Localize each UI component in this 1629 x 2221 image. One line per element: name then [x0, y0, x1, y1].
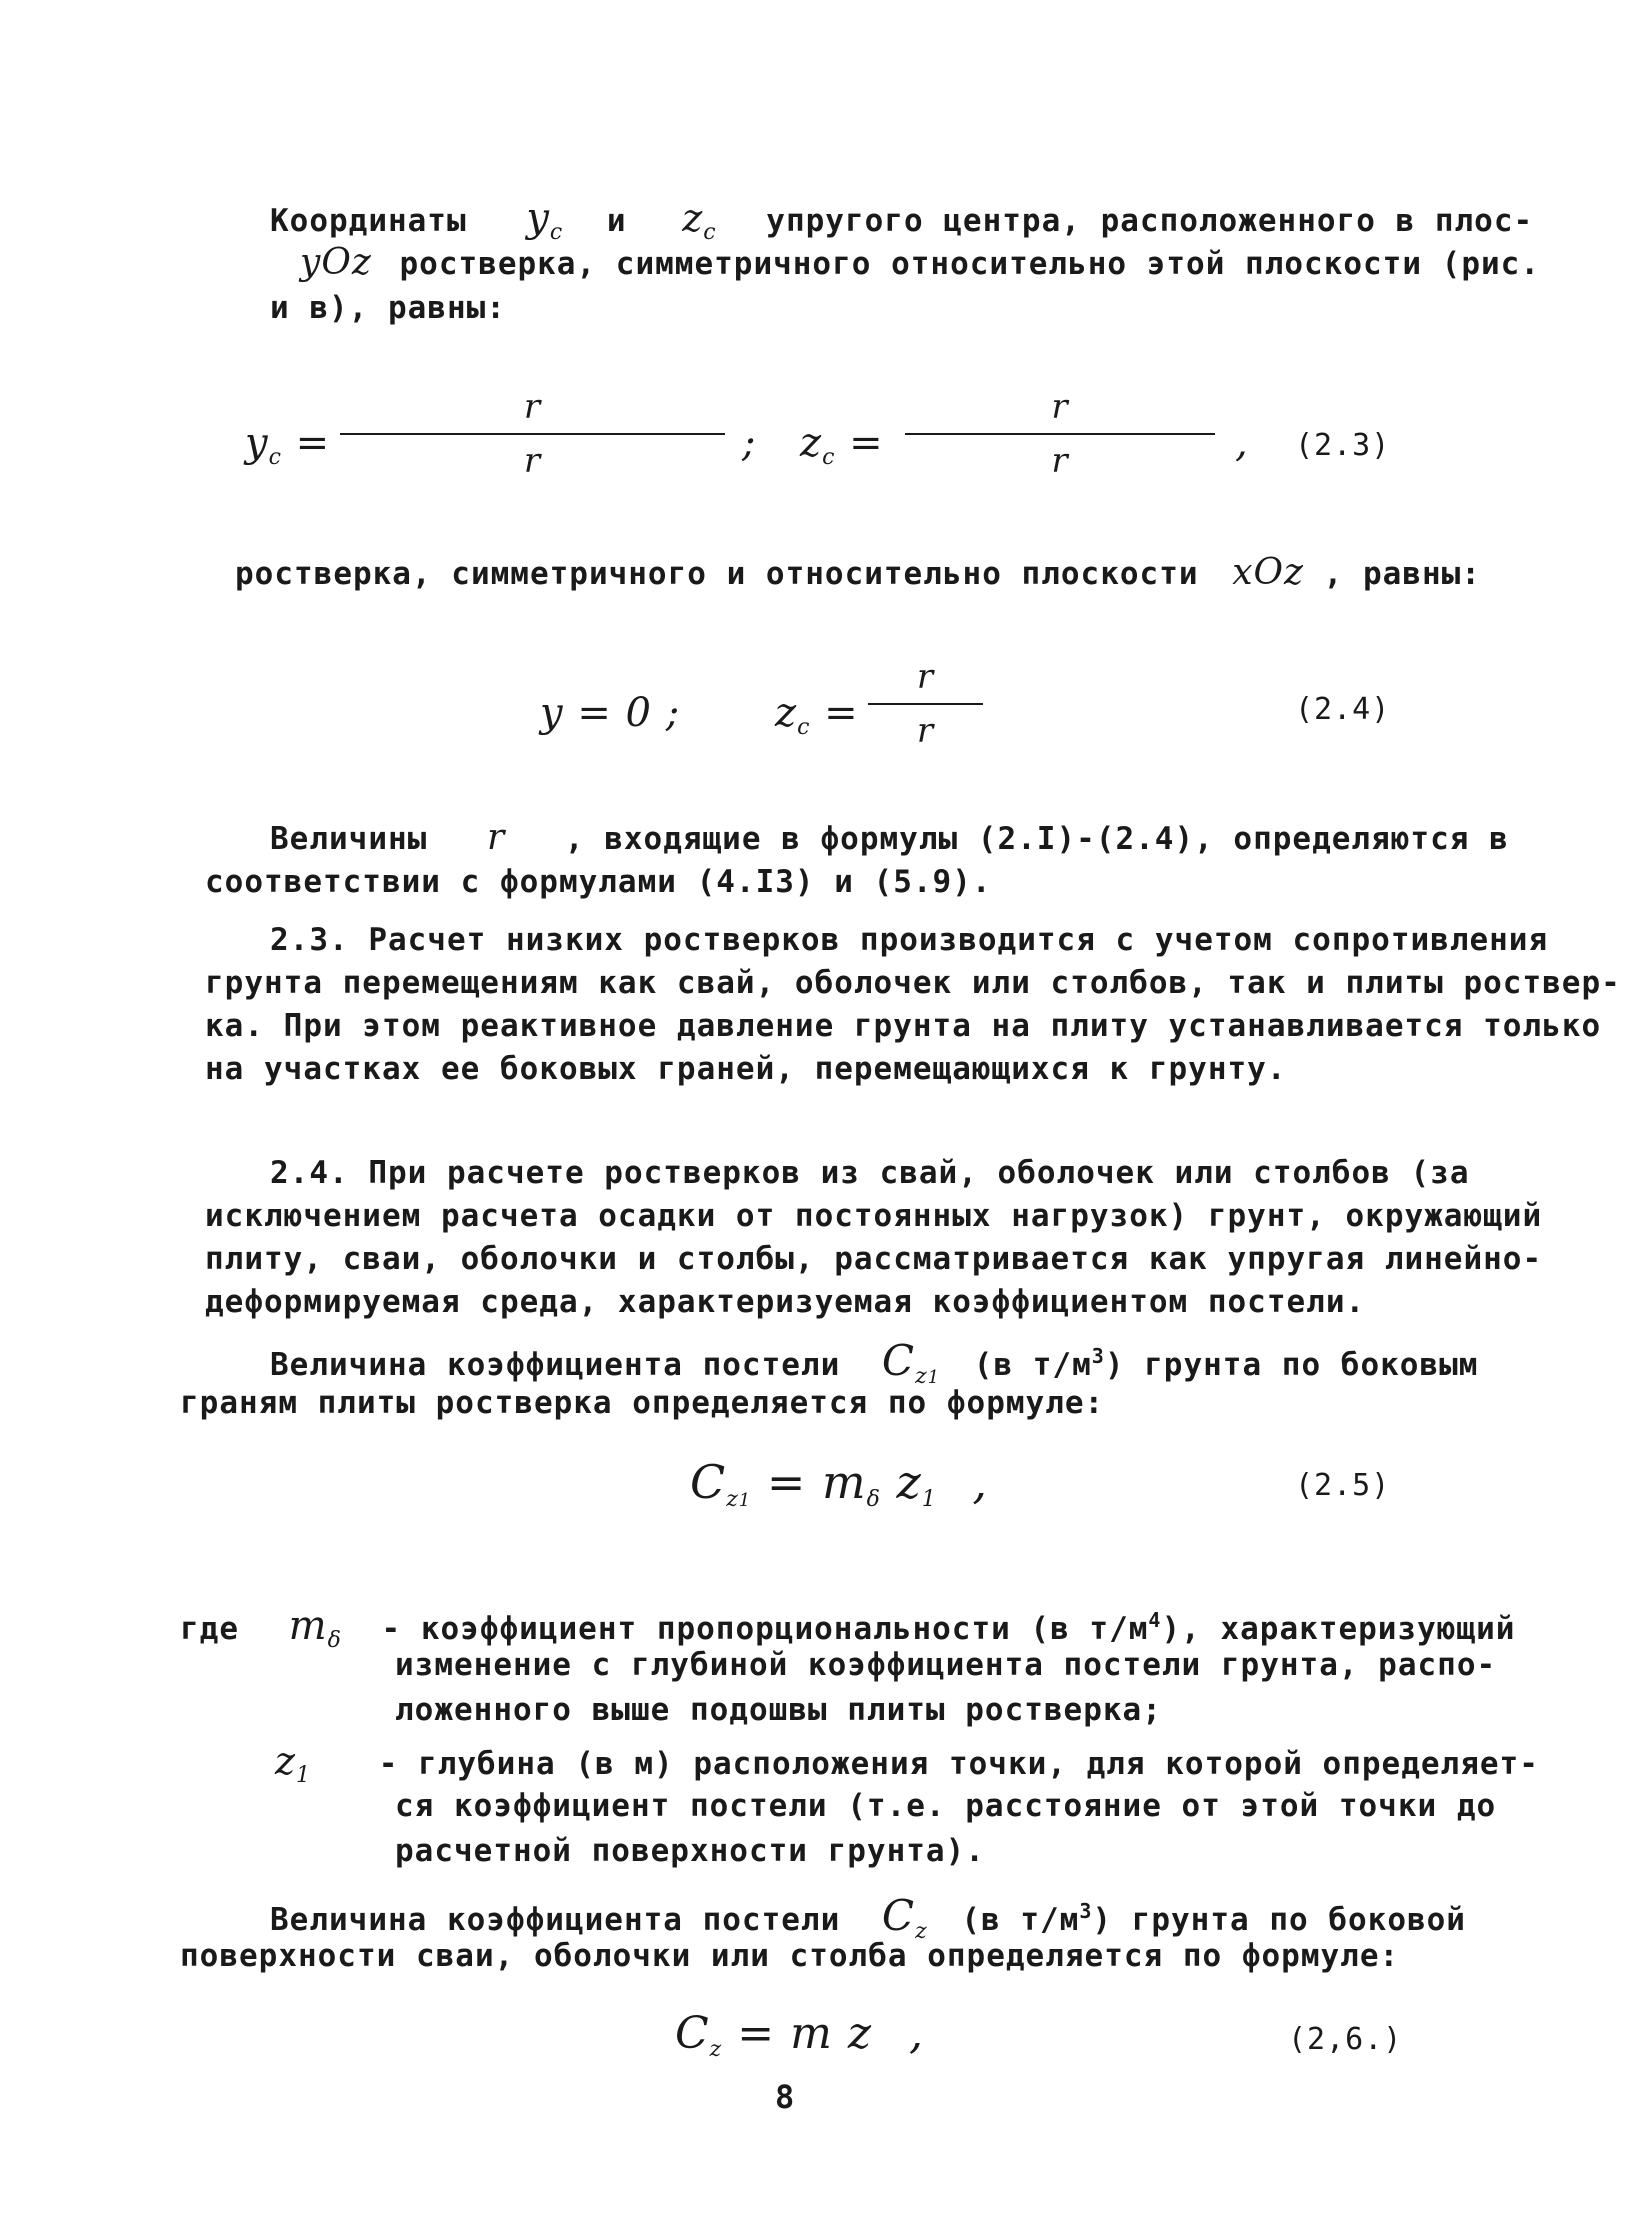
- text-line: изменение с глубиной коэффициента постели грунта, распо-: [395, 1647, 1497, 1683]
- equation-number: (2.4): [1295, 692, 1391, 727]
- equation-number: (2,6.): [1288, 2022, 1403, 2057]
- text-line: ка. При этом реактивное давление грунта на плиту устанавливается только: [205, 1008, 1602, 1044]
- text-line: Координаты $y_c$ и $z_c$ упругого центра, расположенного в плос-: [270, 195, 1534, 245]
- text-line: исключением расчета осадки от постоянных нагрузок) грунт, окружающий: [205, 1198, 1543, 1234]
- page-number: 8: [775, 2078, 796, 2116]
- equation-number: (2.5): [1295, 1468, 1391, 1503]
- formula-lhs: $y_c$ =: [245, 420, 331, 470]
- text-line: на участках ее боковых граней, перемещающихся к грунту.: [205, 1051, 1287, 1087]
- fraction: r r: [905, 385, 1215, 483]
- text-line: расчетной поверхности грунта).: [395, 1833, 985, 1869]
- text-line: Величины r , входящие в формулы (2.I)-(2.4), определяются в: [270, 817, 1509, 858]
- text-line: плиту, сваи, оболочки и столбы, рассматривается как упругая линейно-: [205, 1241, 1543, 1277]
- text-line: ложенного выше подошвы плиты ростверка;: [395, 1692, 1162, 1728]
- text-line: где $m_\delta$ - коэффициент пропорциональности (в $т/м^4$), характеризующий: [180, 1603, 1516, 1653]
- text-line: 2.3. Расчет низких ростверков производится с учетом сопротивления: [270, 922, 1549, 958]
- text-line: Величина коэффициента постели $C_z$ (в $т/м^3$) грунта по боковой: [270, 1891, 1466, 1944]
- fraction: r r: [868, 655, 983, 753]
- fraction: r r: [340, 385, 725, 483]
- text-line: Величина коэффициента постели $C_{z1}$ (в $т/м^3$) грунта по боковым: [270, 1336, 1479, 1389]
- text-line: yOz ростверка, симметричного относительно этой плоскости (рис.: [300, 242, 1540, 283]
- text-line: и в), равны:: [270, 290, 506, 326]
- text-line: поверхности сваи, оболочки или столба определяется по формуле:: [180, 1938, 1400, 1974]
- text-line: ся коэффициент постели (т.е. расстояние от этой точки до: [395, 1788, 1497, 1824]
- text-line: соответствии с формулами (4.I3) и (5.9).: [205, 864, 992, 900]
- text-line: $z_1$ - глубина (в м) расположения точки, для которой определяет-: [275, 1739, 1539, 1788]
- text-line: деформируемая среда, характеризуемая коэффициентом постели.: [205, 1284, 1366, 1320]
- text-line: граням плиты ростверка определяется по формуле:: [180, 1385, 1105, 1421]
- equation-number: (2.3): [1295, 428, 1391, 463]
- formula-lhs: $z_c$ =: [800, 420, 884, 470]
- text-line: 2.4. При расчете ростверков из свай, оболочек или столбов (за: [270, 1155, 1470, 1191]
- text-line: грунта перемещениям как свай, оболочек или столбов, так и плиты роствер-: [205, 965, 1621, 1001]
- text-line: ростверка, симметричного и относительно плоскости xOz , равны:: [235, 552, 1481, 593]
